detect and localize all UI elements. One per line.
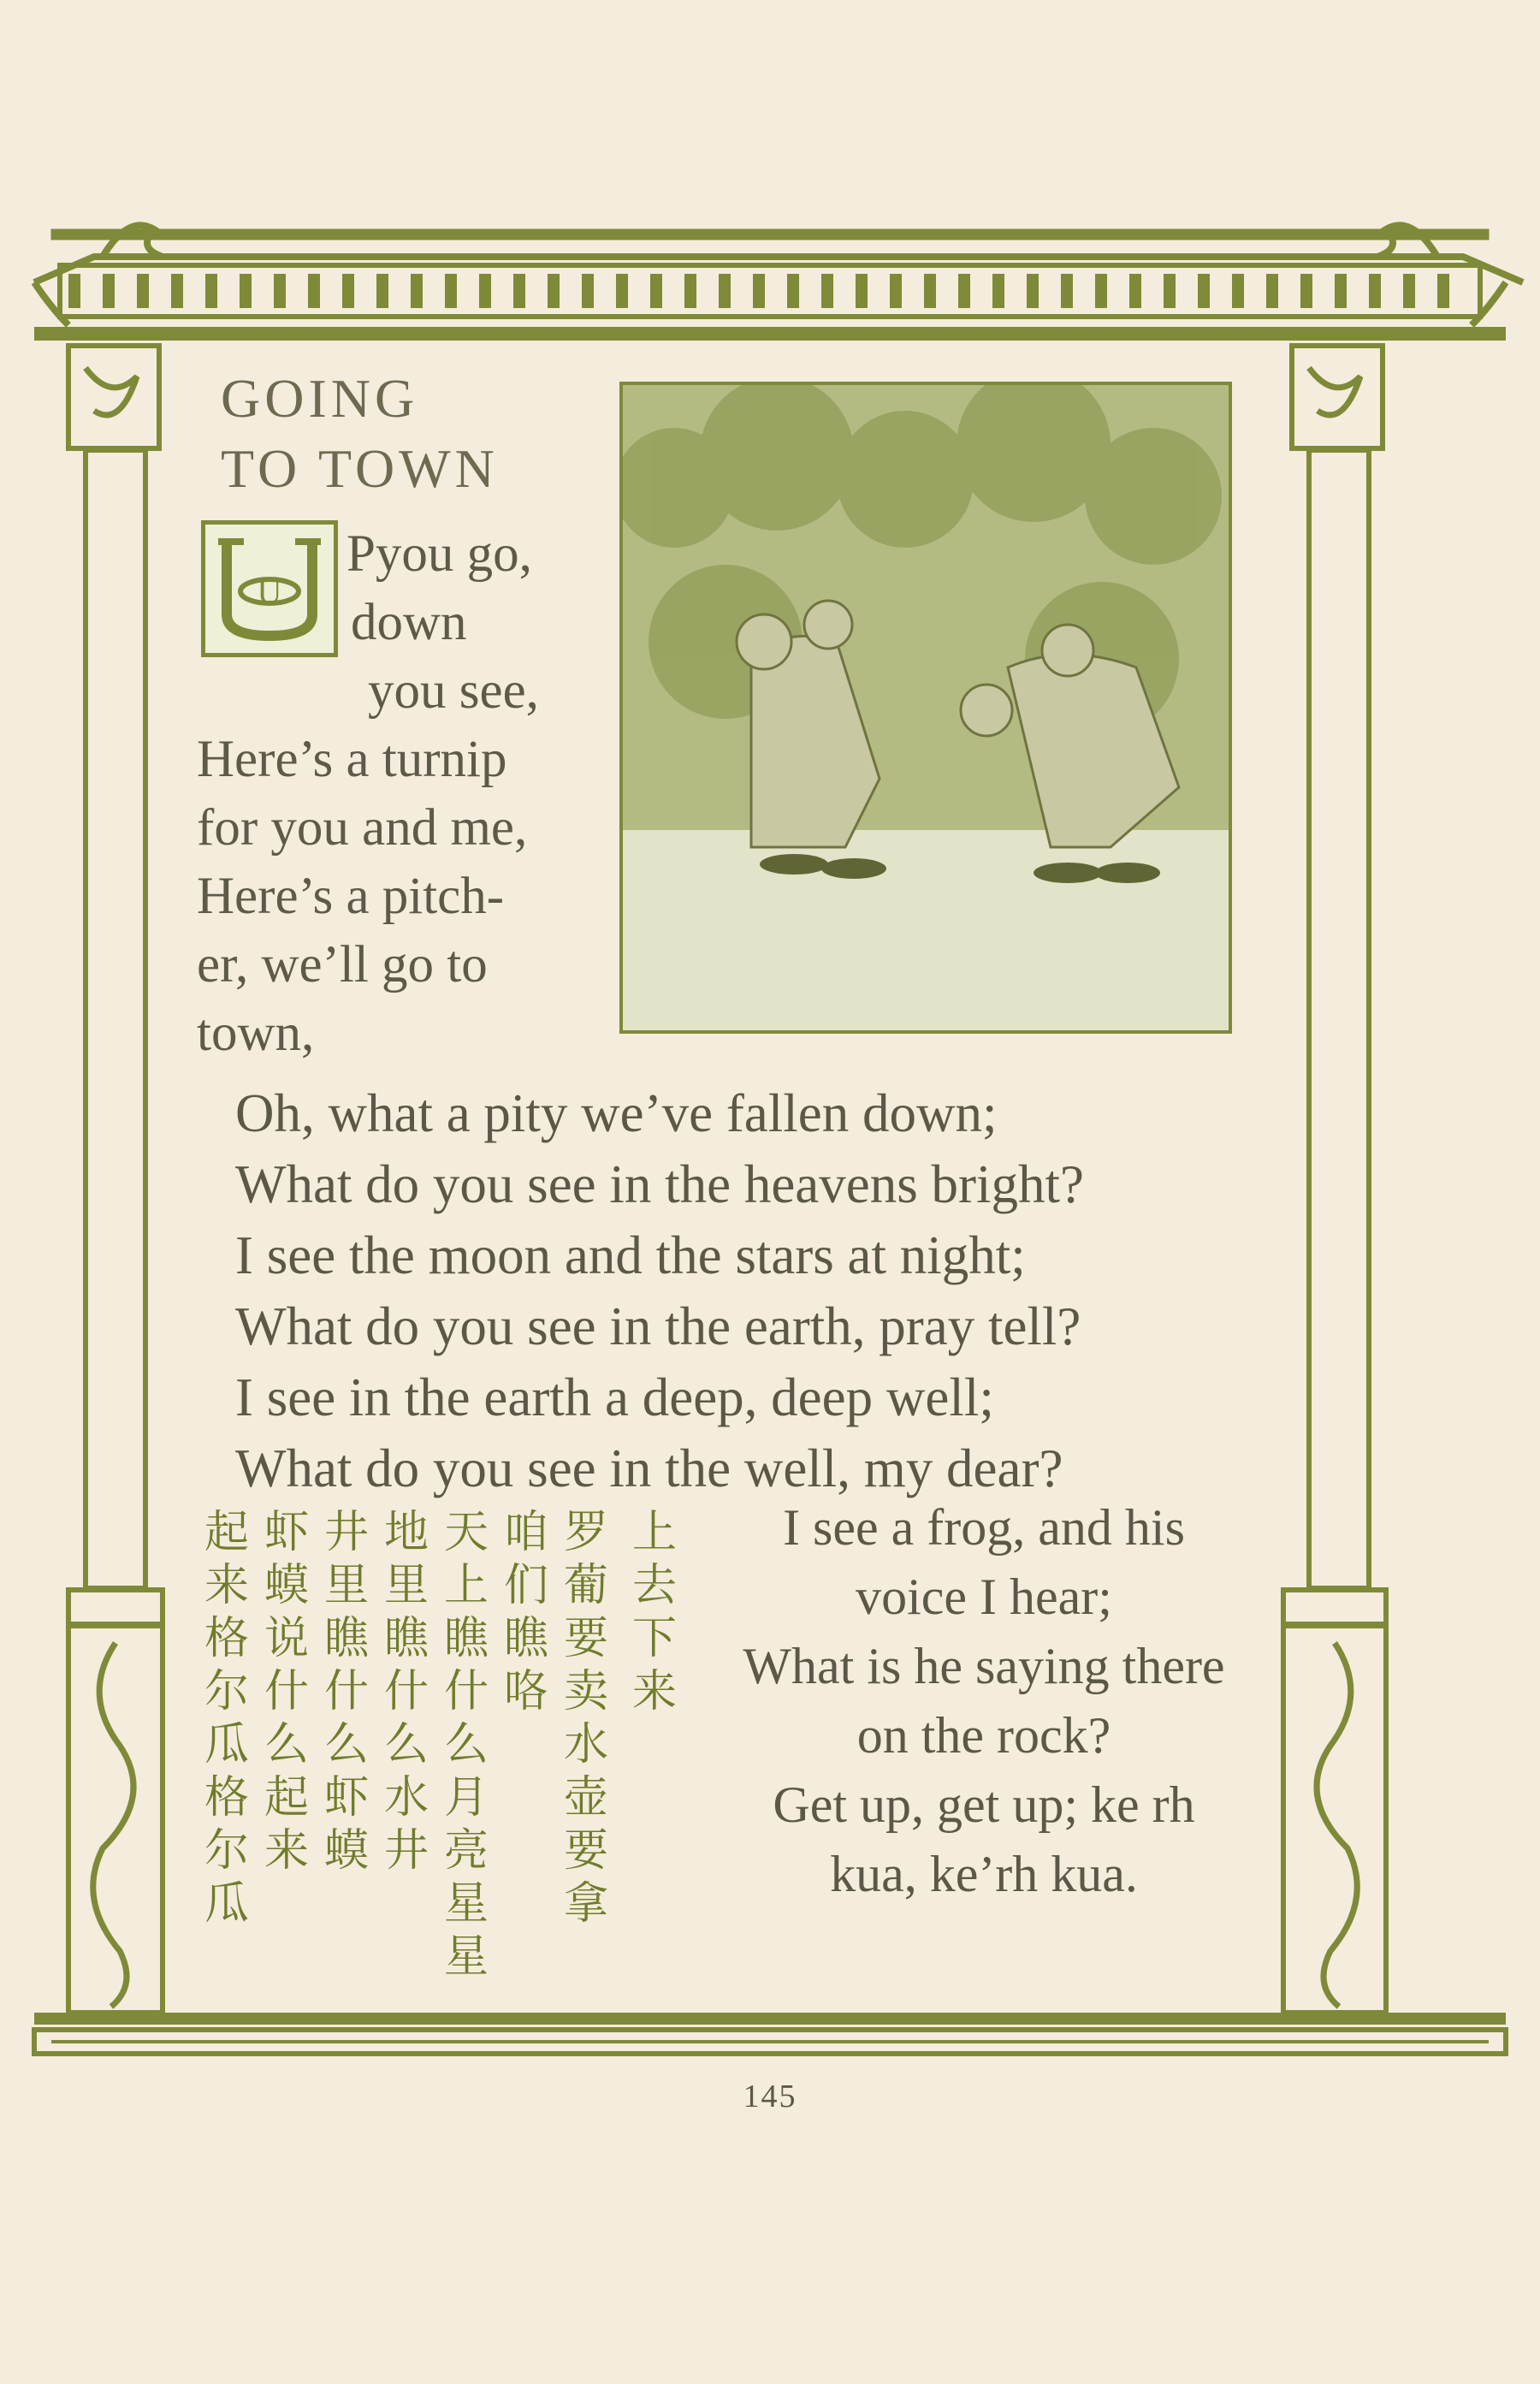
poem-line: Here’s a pitch-	[197, 868, 505, 925]
poem-line: er, we’ll go to	[197, 936, 488, 993]
poem-line: town,	[197, 1005, 315, 1062]
poem-lines-full	[235, 1078, 1084, 1504]
photo-illustration	[623, 385, 1229, 1030]
poem-line: What do you see in the earth, pray tell?	[235, 1296, 1081, 1356]
poem-line: I see a frog, and his	[783, 1499, 1185, 1556]
title-line-1: GOING	[221, 368, 419, 429]
poem-line: What is he saying there	[743, 1638, 1225, 1694]
svg-text:U: U	[257, 572, 282, 611]
photo-children-playing	[619, 382, 1232, 1034]
chinese-column: 地里瞧什么水井	[383, 1507, 429, 1877]
poem-line: down	[351, 594, 467, 651]
chinese-column: 起来格尔瓜格尔瓜	[204, 1507, 249, 1930]
chinese-column: 上去下来	[631, 1507, 677, 1717]
poem-line: What do you see in the well, my dear?	[235, 1438, 1063, 1498]
chinese-column: 咱们瞧咯	[503, 1507, 548, 1717]
poem-lines-beside-photo	[197, 520, 539, 1068]
poem-line: What do you see in the heavens bright?	[235, 1154, 1084, 1214]
poem-line: kua, ke’rh kua.	[830, 1846, 1138, 1902]
chinese-column: 罗葡要卖水壶要拿	[563, 1507, 608, 1930]
poem-line: you see,	[368, 662, 539, 720]
poem-line: I see in the earth a deep, deep well;	[235, 1367, 994, 1427]
chinese-column: 天上瞧什么月亮星星	[443, 1507, 489, 1983]
poem-line: Oh, what a pity we’ve fallen down;	[235, 1083, 998, 1143]
title-line-2: TO TOWN	[221, 438, 499, 499]
poem-line: voice I hear;	[856, 1569, 1112, 1625]
poem-lines-right	[702, 1493, 1266, 1909]
poem-line: Pyou go,	[346, 525, 532, 583]
poem-line: Here’s a turnip	[197, 731, 507, 788]
poem-line: for you and me,	[197, 799, 528, 857]
chinese-column: 井里瞧什么虾蟆	[323, 1507, 369, 1877]
poem-title	[221, 364, 499, 504]
chinese-column: 虾蟆说什么起来	[264, 1507, 309, 1877]
poem-line: on the rock?	[856, 1707, 1111, 1764]
page-number: 145	[743, 2079, 797, 2114]
poem-line: I see the moon and the stars at night;	[235, 1225, 1026, 1285]
poem-line: Get up, get up; ke rh	[773, 1776, 1195, 1833]
